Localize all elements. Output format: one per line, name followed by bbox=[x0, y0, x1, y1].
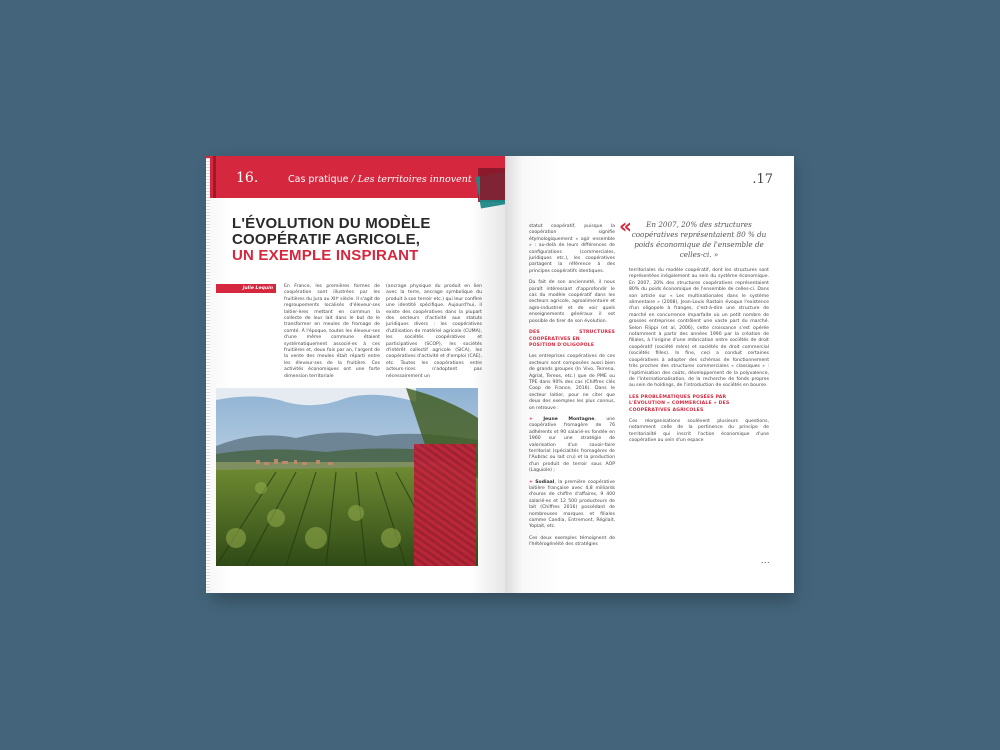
right-column-1 bbox=[529, 224, 615, 554]
section-header bbox=[288, 174, 472, 185]
section-separator: / bbox=[351, 174, 355, 185]
paragraph: (ancrage physique du produit en lien avec la terre, ancrage symbolique du produit à son terroir etc.) qui leur confère une identité spécifique. Aujourd'hui, il existe des coopératives dans la plupart des secteurs d'activité aux statuts juridiques divers : les coopératives d'utilisation de matériel agricole (CUMA), les sociétés coopératives et participatives (SCOP), les sociétés d'intérêt collectif agricole (SICA), les coopératives d'activité et d'emploi (CAE), etc. Toutes les coopérations entre acteurs·rices n'adoptent pas nécessairement un bbox=[386, 284, 482, 379]
left-column-2 bbox=[386, 284, 482, 385]
bullet-mark: + bbox=[529, 479, 533, 485]
subheading-line: POSITION D'OLIGOPOLE bbox=[529, 342, 595, 348]
left-page-number: 16. bbox=[236, 170, 259, 186]
right-column-2 bbox=[629, 268, 769, 450]
page-header-band bbox=[206, 156, 505, 198]
bullet-title: Jeune Montagne bbox=[543, 416, 595, 422]
paragraph: En France, les premières formes de coopération sont illustrées par les fruitières du Jura au XIIᵉ siècle. Il s'agit de regroupements localisés d'éleveur·ses laitier·ères mettant en commun la collecte de leur lait dans le but de le transformer en meules de fromage de comté. À l'époque, toutes les éleveur·ses d'une même commune étaient systématiquement associé·es à ces fruitières et, deux fois par an, l'argent de la vente des meules était réparti entre les éleveur·ses de la fruitière. Ces activités économiques ont une forte dimension territoriale bbox=[284, 284, 381, 379]
section-italic: Les territoires innovent bbox=[357, 174, 472, 185]
bullet-mark: + bbox=[529, 416, 533, 422]
header-edge bbox=[213, 156, 216, 198]
paragraph: Les entreprises coopératives de ces secteurs sont composées aussi bien de grands groupes (In Vivo, Terrena, Agrial, Tereos, etc.) que de PME ou TPE dans 90% des cas (Chiffres clés Coop de France, 2016). Dans le secteur laitier, pour ne citer que deux des exemples les plus connus, on retrouve : bbox=[529, 354, 615, 411]
bullet-item bbox=[529, 417, 615, 475]
subheading-line: L'ÉVOLUTION « COMMERCIALE » DES bbox=[629, 401, 730, 407]
bullet-text: , une coopérative fromagère de 76 adhérents et 90 salarié·es fondée en 1960 sur une stratégie de valorisation d'un savoir-faire territorial (spécialités fromagères de l'Aubrac ou lait cru) et la production d'un produit de terroir sous AOP (Laguiole) ; bbox=[529, 416, 615, 474]
pull-quote: En 2007, 20% des structures coopératives représentaient 80 % du poids économique de l'ensemble de celles-ci. » bbox=[631, 220, 767, 259]
bullet-title: Sodiaal bbox=[535, 479, 555, 485]
bullet-text: , la première coopérative laitière française avec 4,8 milliards d'euros de chiffre d'affaires, 9 400 salarié·es et 12 500 producteurs de lait (Chiffres 2016) possédant de nombreuses marques et filiales comme Candia, Entremont, Régilait, Yoplait, etc. bbox=[529, 479, 615, 530]
title-line-3: UN EXEMPLE INSPIRANT bbox=[232, 247, 419, 264]
quote-mark: « bbox=[619, 214, 632, 238]
left-page bbox=[206, 156, 505, 593]
subheading-line: LES PROBLÉMATIQUES POSÉES PAR bbox=[629, 394, 727, 400]
paragraph: Ces réorganisations soulèvent plusieurs questions, notamment celle de la pertinence du principe de territorialité qui inscrit l'action économique d'une coopérative au sein d'un espace bbox=[629, 418, 769, 444]
subheading-oligopole bbox=[529, 330, 615, 349]
bullet-item bbox=[529, 480, 615, 531]
paragraph: statut coopératif, puisque la coopération signifie étymologiquement « agir ensemble » : au-delà de leurs différences de configurations (commerciales, juridiques etc.), les coopératives partagent la référence à des principes coopératifs identiques. bbox=[529, 224, 615, 274]
paragraph: Ces deux exemples témoignent de l'hétérogénéité des stratégies bbox=[529, 535, 615, 548]
paragraph: Du fait de son ancienneté, il nous paraît intéressant d'approfondir le cas du modèle coopératif dans les secteurs agricole, agroalimentaire et agro-industriel et de voir quels enseignements généraux il est possible de tirer de son évolution. bbox=[529, 280, 615, 324]
subheading-line: COOPÉRATIVES AGRICOLES bbox=[629, 407, 704, 413]
title-line-1: L'ÉVOLUTION DU MODÈLE bbox=[232, 215, 431, 232]
section-label: Cas pratique bbox=[288, 174, 349, 185]
subheading-line: DES STRUCTURES COOPÉRATIVES EN bbox=[529, 330, 615, 342]
continuation-dots: ... bbox=[760, 556, 770, 565]
right-page bbox=[505, 156, 794, 593]
title-line-2: COOPÉRATIF AGRICOLE, bbox=[232, 231, 421, 248]
subheading-problematiques bbox=[629, 395, 769, 414]
article-title bbox=[232, 216, 482, 264]
left-column-1 bbox=[284, 284, 380, 385]
paragraph: territoriales du modèle coopératif, dont les structures sont représentées inégalement au sein du système économique. En 2007, 20% des structures coopératives représentaient 80% du poids économique de l'ensemble de celles-ci. Dans son article sur « Les multinationales dans le système alimentaire » (2008), Jean-Louis Rastoin évoque l'existence d'un oligopole à franges, c'est-à-dire une structure de marché en concurrence imparfaite où un petit nombre de grosses entreprises contrôlent une vaste part du marché. Selon Filippi (et al, 2006), cette croissance s'est opérée notamment à partir des années 1990 par la création de filiales, à l'origine d'une imbrication entre sociétés de droit coopératif (société mère) et sociétés de droit commercial (sociétés filles). In fine, ceci a conduit certaines coopératives à adopter des schémas de fonctionnement très proches des structures commerciales « classiques » : l'optimisation des coûts, développement de la polyvalence, de l'internationalisation, de la recherche de fonds propres au sein de holdings, de l'introduction de sociétés en bourse. bbox=[629, 268, 769, 389]
right-page-number: .17 bbox=[752, 172, 773, 187]
author-tag: Julie Lequin bbox=[216, 284, 276, 293]
page-stack-edge bbox=[206, 158, 210, 591]
red-pattern-overlay bbox=[414, 444, 476, 566]
